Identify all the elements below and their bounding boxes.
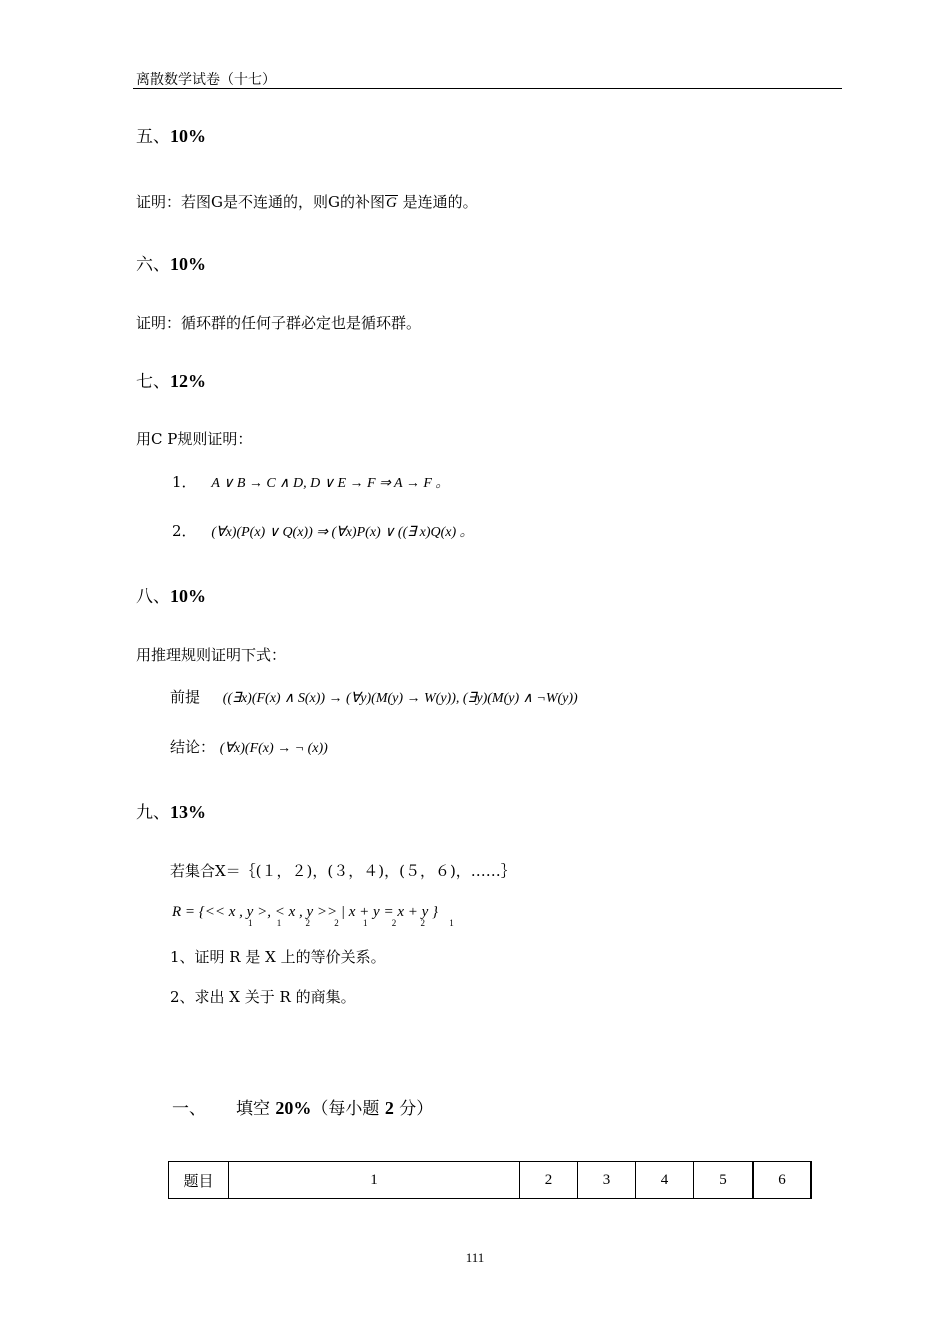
section-7-percent: 12% [170, 371, 206, 391]
section-7-item-2 [172, 520, 474, 541]
fill-note-end: 分） [393, 1099, 434, 1119]
relation-subscripts: 1 1 2 2 1 2 2 1 [248, 918, 454, 928]
complement-g: G [385, 195, 397, 211]
fill-section-heading [172, 1094, 433, 1119]
question-1: 1、证明 R 是 X 上的等价关系。 [170, 948, 386, 966]
set-definition: 若集合X＝｛(１，２)，(３，４)，(５，６)，……｝ [170, 862, 516, 880]
premise-label: 前提 [170, 688, 201, 706]
section-9-prefix: 九、 [136, 803, 170, 823]
answer-table [168, 1161, 812, 1199]
relation-definition: R = {<< x , y >, < x , y >> | x + y = x + y } [172, 904, 439, 920]
section-8-intro: 用推理规则证明下式： [136, 646, 287, 664]
section-7-item-1 [172, 471, 449, 492]
premise-line [170, 686, 578, 707]
table-cell-6: 6 [753, 1162, 811, 1199]
table-cell-1: 1 [229, 1162, 520, 1199]
item-2-number: 2． [172, 522, 197, 540]
section-7-prefix: 七、 [136, 372, 170, 392]
section-6-percent: 10% [170, 254, 206, 274]
table-cell-label: 题目 [169, 1162, 229, 1199]
premise-formula: ((∃x)(F(x) ∧ S(x)) → (∀y)(M(y) → W(y)), (∃y)(M(y) ∧ ¬W(y)) [222, 691, 578, 706]
section-5-text-a: 证明：若图G是不连通的，则G的补图 [136, 193, 385, 211]
question-2: 2、求出 X 关于 R 的商集。 [170, 988, 356, 1006]
section-9-heading [136, 798, 206, 823]
conclusion-line [170, 736, 328, 757]
section-6-prefix: 六、 [136, 255, 170, 275]
page-header: 离散数学试卷（十七） [136, 72, 276, 88]
table-cell-4: 4 [636, 1162, 694, 1199]
section-5-statement [136, 191, 478, 212]
header-rule [133, 88, 842, 89]
item-1-number: 1． [172, 473, 197, 491]
fill-percent: 20% [275, 1098, 312, 1118]
section-6-heading [136, 250, 206, 275]
section-5-prefix: 五、 [136, 127, 170, 147]
fill-prefix: 一、 [172, 1099, 206, 1119]
fill-points: 2 [384, 1098, 394, 1118]
section-7-intro: 用C P规则证明： [136, 430, 253, 448]
fill-title: 填空 [236, 1099, 270, 1119]
section-6-statement: 证明：循环群的任何子群必定也是循环群。 [136, 314, 422, 332]
section-5-text-b: 是连通的。 [397, 193, 478, 211]
section-7-heading [136, 367, 206, 392]
section-8-heading [136, 582, 206, 607]
section-9-percent: 13% [170, 802, 206, 822]
table-cell-3: 3 [578, 1162, 636, 1199]
item-2-formula: (∀x)(P(x) ∨ Q(x)) ⇒ (∀x)P(x) ∨ ((∃ x)Q(x) 。 [211, 525, 474, 540]
item-1-formula: A ∨ B → C ∧ D, D ∨ E → F ⇒ A → F 。 [211, 476, 450, 491]
section-8-prefix: 八、 [136, 587, 170, 607]
page-number: 111 [465, 1250, 485, 1265]
conclusion-formula: (∀x)(F(x) → ¬ (x)) [219, 741, 328, 756]
conclusion-label: 结论： [170, 738, 216, 756]
section-5-heading [136, 122, 206, 147]
section-5-percent: 10% [170, 126, 206, 146]
table-cell-5: 5 [694, 1162, 754, 1199]
fill-note: （每小题 [311, 1099, 385, 1119]
section-8-percent: 10% [170, 586, 206, 606]
table-cell-2: 2 [520, 1162, 578, 1199]
answer-table-row [169, 1162, 812, 1199]
